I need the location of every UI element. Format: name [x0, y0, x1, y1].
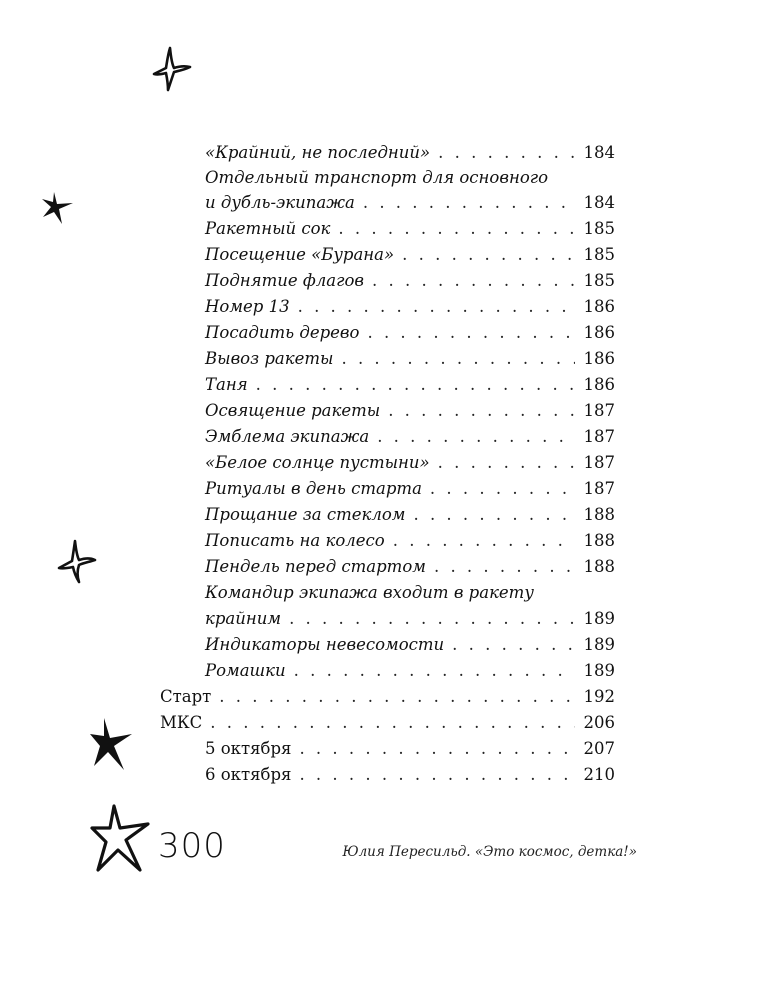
toc-entry-title: Эмблема экипажа	[205, 427, 370, 446]
toc-entry-page: 185	[583, 245, 615, 264]
toc-entry-page: 189	[583, 609, 615, 628]
toc-entry[interactable]	[160, 762, 615, 788]
toc-entry[interactable]	[160, 736, 615, 762]
toc-entry-page: 184	[583, 143, 615, 162]
toc-entry-title: Ракетный сок	[205, 219, 331, 238]
toc-leader	[363, 190, 575, 216]
toc-entry[interactable]	[160, 190, 615, 216]
toc-entry-page: 187	[583, 453, 615, 472]
toc-entry-title: Посещение «Бурана»	[205, 245, 395, 264]
toc-entry-title: МКС	[160, 713, 203, 732]
toc-entry[interactable]	[160, 140, 615, 166]
toc-entry-page: 188	[583, 557, 615, 576]
toc-entry-title: Пендель перед стартом	[205, 557, 426, 576]
toc-entry-page: 188	[583, 505, 615, 524]
toc-entry-title: Посадить дерево	[205, 323, 360, 342]
toc-entry-title: Отдельный транспорт для основного	[205, 168, 549, 187]
toc-leader	[434, 554, 575, 580]
toc-entry-page: 206	[583, 713, 615, 732]
toc-entry[interactable]	[160, 450, 615, 476]
toc-entry-page: 189	[583, 635, 615, 654]
toc-entry[interactable]	[160, 528, 615, 554]
toc-entry-title: Таня	[205, 375, 248, 394]
toc-leader	[377, 424, 575, 450]
toc-entry[interactable]	[160, 476, 615, 502]
toc-leader	[338, 216, 575, 242]
toc-entry-page: 210	[583, 765, 615, 784]
toc-entry[interactable]	[160, 372, 615, 398]
toc-entry-page: 186	[583, 297, 615, 316]
toc-leader	[372, 268, 575, 294]
toc-leader	[299, 736, 575, 762]
toc-entry-title: Ритуалы в день старта	[205, 479, 422, 498]
toc-entry-page: 186	[583, 349, 615, 368]
toc-entry[interactable]	[160, 424, 615, 450]
toc-entry[interactable]	[160, 684, 615, 710]
toc-entry-page: 189	[583, 661, 615, 680]
toc-entry-title: Освящение ракеты	[205, 401, 381, 420]
toc-leader	[299, 762, 575, 788]
toc-leader	[341, 346, 575, 372]
toc-entry-page: 186	[583, 375, 615, 394]
toc-entry[interactable]	[160, 268, 615, 294]
star-outline-icon	[150, 44, 194, 94]
toc-leader	[210, 710, 575, 736]
toc-leader	[219, 684, 575, 710]
toc-entry-page: 184	[583, 193, 615, 212]
toc-entry[interactable]	[160, 346, 615, 372]
toc-leader	[298, 294, 575, 320]
toc-leader	[388, 398, 575, 424]
toc-entry-page: 188	[583, 531, 615, 550]
toc-entry-title: Старт	[160, 687, 212, 706]
toc-entry[interactable]	[160, 658, 615, 684]
toc-entry-page: 187	[583, 401, 615, 420]
toc-leader	[256, 372, 575, 398]
toc-entry-title: Индикаторы невесомости	[205, 635, 445, 654]
toc-entry[interactable]	[160, 710, 615, 736]
table-of-contents	[160, 140, 615, 788]
toc-entry-title: 6 октября	[205, 765, 292, 784]
star-filled-icon	[40, 190, 76, 226]
toc-leader	[367, 320, 575, 346]
toc-entry[interactable]	[160, 632, 615, 658]
toc-entry[interactable]	[160, 580, 615, 606]
toc-entry-title: Командир экипажа входит в ракету	[205, 583, 534, 602]
toc-leader	[393, 528, 575, 554]
toc-entry[interactable]	[160, 554, 615, 580]
toc-entry[interactable]	[160, 294, 615, 320]
toc-entry-page: 185	[583, 219, 615, 238]
toc-entry-title: Номер 13	[205, 297, 290, 316]
toc-entry-title: Вывоз ракеты	[205, 349, 334, 368]
toc-entry[interactable]	[160, 216, 615, 242]
toc-entry[interactable]	[160, 502, 615, 528]
star-filled-icon	[88, 716, 138, 774]
toc-entry[interactable]	[160, 242, 615, 268]
toc-entry-page: 207	[583, 739, 615, 758]
toc-entry-page: 187	[583, 479, 615, 498]
star-outline-icon	[55, 538, 99, 586]
toc-leader	[289, 606, 575, 632]
toc-leader	[413, 502, 575, 528]
toc-entry-title: «Крайний, не последний»	[205, 143, 431, 162]
toc-leader	[452, 632, 575, 658]
toc-entry-title: крайним	[205, 609, 282, 628]
toc-entry[interactable]	[160, 606, 615, 632]
toc-entry-page: 186	[583, 323, 615, 342]
toc-leader	[438, 140, 575, 166]
running-title: Юлия Пересильд. «Это космос, детка!»	[342, 844, 637, 860]
toc-leader	[402, 242, 575, 268]
toc-entry-title: Пописать на колесо	[205, 531, 385, 550]
star-outline-icon	[88, 802, 154, 876]
toc-leader	[438, 450, 575, 476]
toc-entry-title: Ромашки	[205, 661, 286, 680]
toc-entry[interactable]	[160, 398, 615, 424]
toc-entry-page: 192	[583, 687, 615, 706]
toc-leader	[294, 658, 575, 684]
toc-entry-title: Прощание за стеклом	[205, 505, 406, 524]
toc-entry-title: и дубль-экипажа	[205, 193, 355, 212]
toc-entry-title: «Белое солнце пустыни»	[205, 453, 430, 472]
page-number: 300	[158, 826, 226, 866]
toc-entry-page: 185	[583, 271, 615, 290]
toc-entry[interactable]	[160, 166, 615, 190]
toc-leader	[430, 476, 575, 502]
toc-entry-title: 5 октября	[205, 739, 292, 758]
toc-entry-title: Поднятие флагов	[205, 271, 364, 290]
toc-entry-page: 187	[583, 427, 615, 446]
toc-entry[interactable]	[160, 320, 615, 346]
